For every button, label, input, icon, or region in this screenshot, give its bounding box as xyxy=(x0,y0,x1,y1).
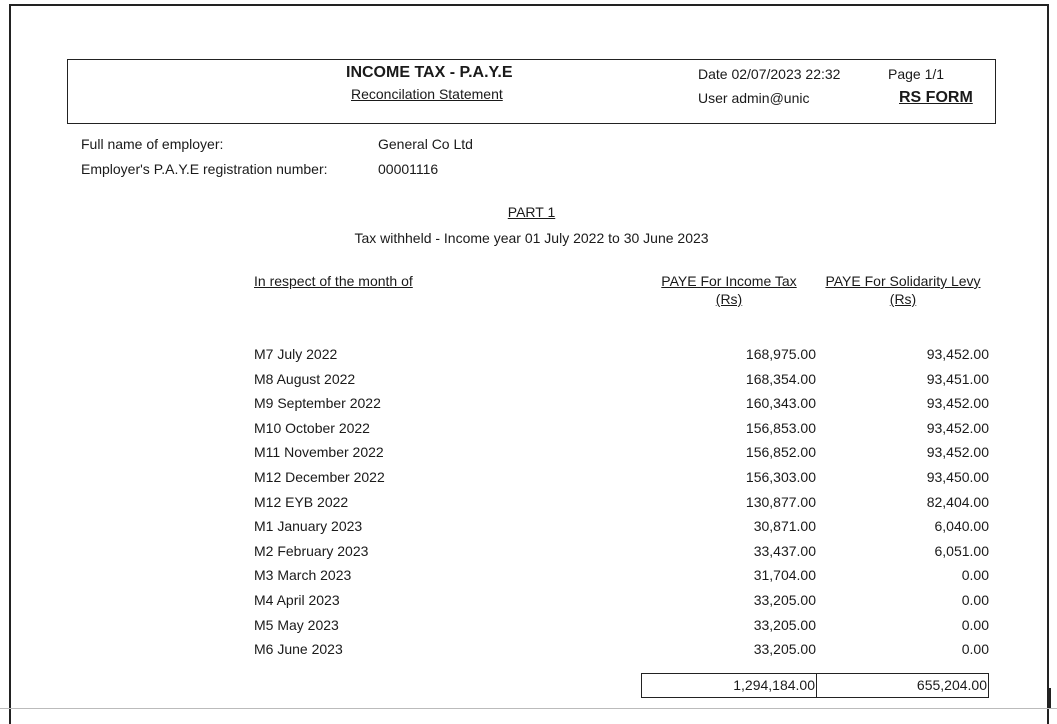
row-solidarity: 93,452.00 xyxy=(926,395,989,411)
report-subtitle: Reconcilation Statement xyxy=(351,86,503,102)
row-income-tax: 160,343.00 xyxy=(745,395,816,411)
row-month: M1 January 2023 xyxy=(254,518,363,534)
employer-reg-label: Employer's P.A.Y.E registration number: xyxy=(81,161,328,177)
row-solidarity: 0.00 xyxy=(961,641,989,657)
row-income-tax: 33,205.00 xyxy=(753,592,816,608)
income-tax-column-label: PAYE For Income Tax xyxy=(661,273,797,289)
report-date: Date 02/07/2023 22:32 xyxy=(698,66,841,82)
row-solidarity: 93,452.00 xyxy=(926,346,989,362)
part-title: PART 1 xyxy=(507,204,556,220)
report-title: INCOME TAX - P.A.Y.E xyxy=(346,64,513,81)
row-solidarity: 93,451.00 xyxy=(926,371,989,387)
row-income-tax: 168,354.00 xyxy=(745,371,816,387)
page-number: Page 1/1 xyxy=(888,66,945,82)
row-solidarity: 93,452.00 xyxy=(926,444,989,460)
row-solidarity: 6,051.00 xyxy=(934,543,989,559)
row-month: M6 June 2023 xyxy=(254,641,343,657)
form-code: RS FORM xyxy=(899,89,973,106)
row-income-tax: 130,877.00 xyxy=(745,494,816,510)
row-month: M8 August 2022 xyxy=(254,371,356,387)
row-month: M12 EYB 2022 xyxy=(254,494,349,510)
income-tax-column-unit: (Rs) xyxy=(715,291,743,307)
row-month: M3 March 2023 xyxy=(254,567,352,583)
row-solidarity: 0.00 xyxy=(961,592,989,608)
part-subtitle: Tax withheld - Income year 01 July 2022 to 30 June 2023 xyxy=(354,230,709,246)
report-header-box xyxy=(67,59,996,124)
row-income-tax: 156,853.00 xyxy=(745,420,816,436)
solidarity-column-label: PAYE For Solidarity Levy xyxy=(825,273,981,289)
row-income-tax: 30,871.00 xyxy=(753,518,816,534)
row-income-tax: 33,205.00 xyxy=(753,641,816,657)
row-month: M11 November 2022 xyxy=(254,444,384,460)
row-month: M2 February 2023 xyxy=(254,543,369,559)
row-solidarity: 6,040.00 xyxy=(934,518,989,534)
row-income-tax: 168,975.00 xyxy=(745,346,816,362)
row-income-tax: 156,303.00 xyxy=(745,469,816,485)
row-month: M12 December 2022 xyxy=(254,469,385,485)
solidarity-column-header xyxy=(814,272,992,308)
row-month: M9 September 2022 xyxy=(254,395,381,411)
month-column-header xyxy=(254,272,413,290)
row-solidarity: 0.00 xyxy=(961,617,989,633)
page-edge-marker xyxy=(1049,688,1051,708)
row-income-tax: 33,437.00 xyxy=(753,543,816,559)
row-income-tax: 33,205.00 xyxy=(753,617,816,633)
row-solidarity: 93,450.00 xyxy=(926,469,989,485)
row-month: M5 May 2023 xyxy=(254,617,339,633)
solidarity-column-unit: (Rs) xyxy=(889,291,917,307)
bottom-divider xyxy=(0,708,1057,709)
employer-name-label: Full name of employer: xyxy=(81,136,224,152)
row-income-tax: 31,704.00 xyxy=(753,567,816,583)
income-tax-column-header xyxy=(647,272,811,308)
employer-reg-value: 00001116 xyxy=(378,161,439,177)
row-solidarity: 93,452.00 xyxy=(926,420,989,436)
row-income-tax: 156,852.00 xyxy=(745,444,816,460)
row-month: M10 October 2022 xyxy=(254,420,370,436)
income-tax-total: 1,294,184.00 xyxy=(641,673,817,698)
row-month: M7 July 2022 xyxy=(254,346,338,362)
row-solidarity: 82,404.00 xyxy=(926,494,989,510)
row-month: M4 April 2023 xyxy=(254,592,340,608)
employer-name-value: General Co Ltd xyxy=(378,136,473,152)
month-column-label: In respect of the month of xyxy=(254,273,413,289)
solidarity-total: 655,204.00 xyxy=(816,673,989,698)
row-solidarity: 0.00 xyxy=(961,567,989,583)
report-user: User admin@unic xyxy=(698,90,810,106)
